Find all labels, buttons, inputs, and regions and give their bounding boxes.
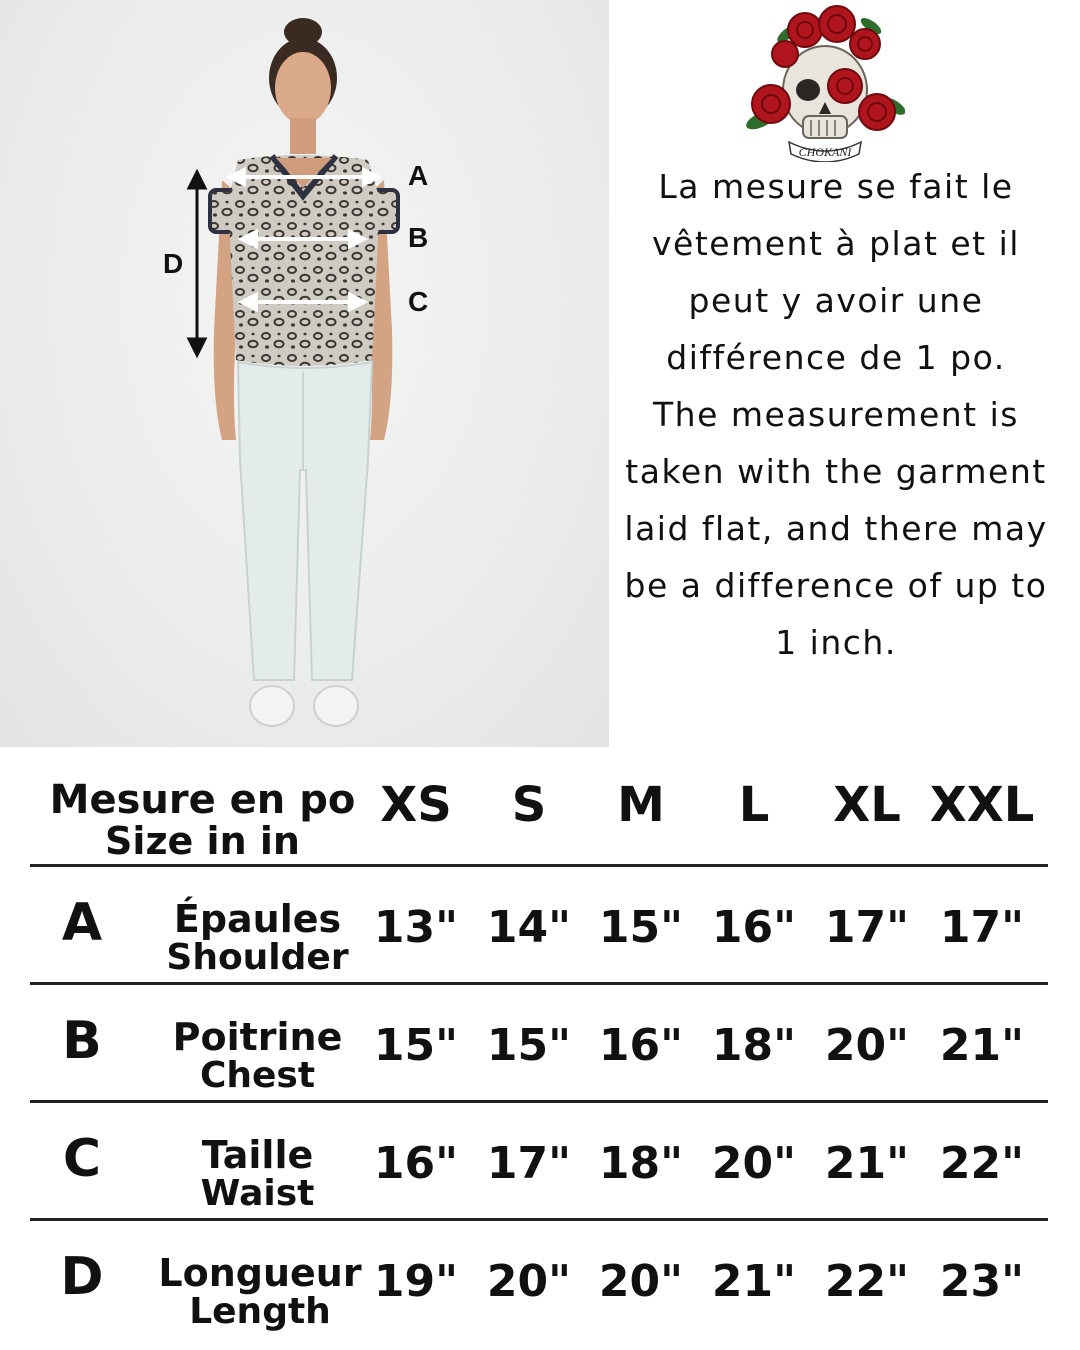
cell-c-m: 18": [598, 1138, 684, 1189]
model-photo: [0, 0, 609, 747]
table-divider: [30, 1218, 1048, 1221]
row-name-shoulder: [140, 899, 375, 977]
cell-c-l: 20": [711, 1138, 797, 1189]
cell-c-s: 17": [486, 1138, 572, 1189]
table-divider: [30, 1100, 1048, 1103]
row-letter-c: C: [62, 1129, 102, 1189]
marker-d: D: [163, 248, 184, 279]
header-label-en: Size in in: [105, 819, 300, 863]
marker-b: B: [408, 222, 429, 253]
cell-a-s: 14": [486, 902, 572, 953]
cell-d-l: 21": [711, 1256, 797, 1307]
cell-d-m: 20": [598, 1256, 684, 1307]
size-header-m: M: [617, 777, 665, 833]
cell-d-xl: 22": [824, 1256, 910, 1307]
row-name-en: Shoulder: [166, 937, 349, 978]
cell-c-xs: 16": [373, 1138, 459, 1189]
size-header-s: S: [511, 777, 547, 833]
cell-b-xs: 15": [373, 1020, 459, 1071]
model-illustration: [0, 0, 609, 747]
row-name-length: [140, 1253, 380, 1331]
cell-c-xxl: 22": [939, 1138, 1025, 1189]
cell-d-xs: 19": [373, 1256, 459, 1307]
cell-a-xl: 17": [824, 902, 910, 953]
row-name-en: Chest: [199, 1055, 316, 1096]
size-table: [0, 747, 1080, 1350]
size-header-l: L: [738, 777, 770, 833]
row-name-chest: [140, 1017, 375, 1095]
cell-a-l: 16": [711, 902, 797, 953]
cell-b-xxl: 21": [939, 1020, 1025, 1071]
row-name-fr: Poitrine: [172, 1015, 343, 1059]
cell-a-m: 15": [598, 902, 684, 953]
marker-c: C: [408, 286, 429, 317]
row-name-fr: Longueur: [158, 1251, 362, 1295]
size-header-xxl: XXL: [929, 777, 1035, 833]
row-letter-d: D: [60, 1247, 104, 1307]
measurement-note: [618, 158, 1054, 671]
skull-with-roses-icon: [745, 4, 905, 162]
row-name-en: Length: [189, 1291, 331, 1332]
size-header-xl: XL: [833, 777, 901, 833]
note-french: La mesure se fait le vêtement à plat et il peut y avoir une différence de 1 po.: [652, 167, 1020, 377]
row-letter-a: A: [61, 893, 103, 953]
table-divider: [30, 864, 1048, 867]
row-letter-b: B: [62, 1011, 102, 1071]
cell-a-xxl: 17": [939, 902, 1025, 953]
cell-b-m: 16": [598, 1020, 684, 1071]
row-name-fr: Taille: [201, 1133, 314, 1177]
cell-c-xl: 21": [824, 1138, 910, 1189]
cell-d-xxl: 23": [939, 1256, 1025, 1307]
header-label-fr: Mesure en po: [49, 777, 356, 823]
cell-b-l: 18": [711, 1020, 797, 1071]
note-english: The measurement is taken with the garment laid flat, and there may be a difference of up to 1 inch.: [624, 395, 1048, 662]
cell-b-s: 15": [486, 1020, 572, 1071]
marker-a: A: [408, 160, 429, 191]
cell-d-s: 20": [486, 1256, 572, 1307]
row-name-en: Waist: [200, 1173, 315, 1214]
row-name-fr: Épaules: [173, 897, 342, 941]
size-header-xs: XS: [380, 777, 452, 833]
cell-a-xs: 13": [373, 902, 459, 953]
table-divider: [30, 982, 1048, 985]
cell-b-xl: 20": [824, 1020, 910, 1071]
logo-brand-text: CHOKANI: [798, 145, 852, 159]
row-name-waist: [140, 1135, 375, 1213]
